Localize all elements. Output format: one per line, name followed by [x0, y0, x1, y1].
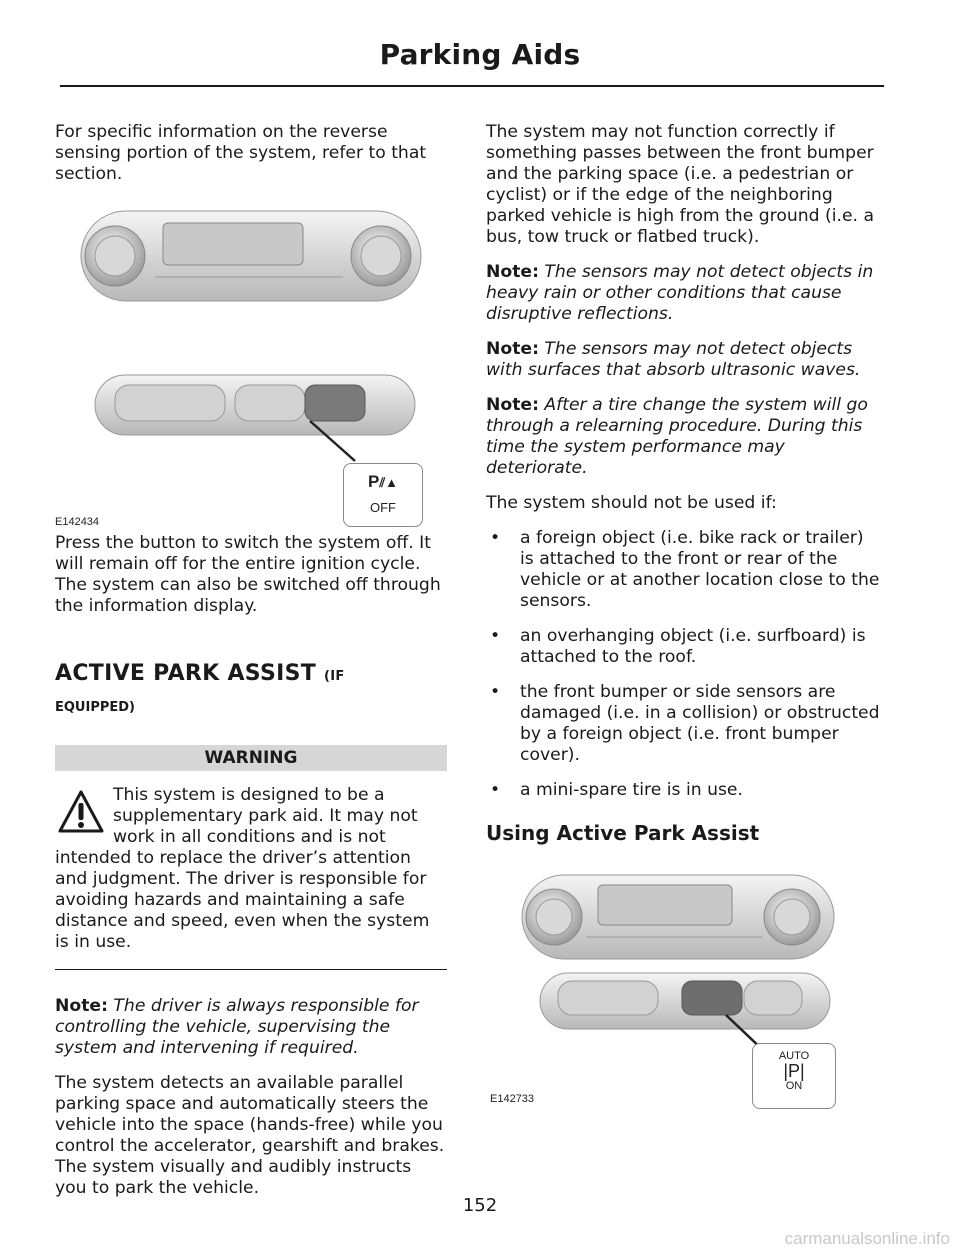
list-item: • an overhanging object (i.e. surfboard) is attached to the roof.	[486, 626, 882, 668]
list-item: • a mini-spare tire is in use.	[486, 780, 882, 801]
function-paragraph: The system may not function correctly if something passes between the front bumper and the parking space (i.e. a pedestrian or cyclist) or if the edge of the neighboring parked vehicle is high from the ground (i.e. a bus, tow truck or flatbed truck).	[486, 122, 874, 247]
conditions-list	[486, 528, 882, 801]
park-aid-symbol: P⫽▲	[367, 472, 398, 491]
note-3: Note: After a tire change the system will go through a relearning procedure. During this time the system performance may deteriorate.	[486, 395, 868, 478]
page-title: Parking Aids	[379, 38, 581, 71]
section-heading-continued: EQUIPPED)	[55, 700, 135, 715]
note-2: Note: The sensors may not detect objects with surfaces that absorb ultrasonic waves.	[486, 339, 861, 380]
figure-e142434	[55, 199, 447, 528]
warning-text: This system is designed to be a supplementary park aid. It may not work in all conditions and is not intended to replace the driver’s attention and judgment. The driver is responsible for avoiding hazards and maintaining a safe distance and speed, even when the system is in use.	[55, 785, 430, 952]
list-item: • a foreign object (i.e. bike rack or trailer) is attached to the front or rear of the vehicle or at another location close to the sensors.	[486, 528, 882, 612]
detect-paragraph: The system detects an available parallel parking space and automatically steers the vehicle into the space (hands-free) while you control the accelerator, gearshift and brakes. The system visually and audibly instructs you to park the vehicle.	[55, 1073, 445, 1198]
park-symbol: |P|	[783, 1061, 805, 1081]
warning-title: WARNING	[55, 745, 447, 771]
section-heading: ACTIVE PARK ASSIST (IF	[55, 661, 345, 686]
figure-e142733	[486, 857, 882, 1117]
warning-end-rule	[55, 969, 447, 970]
should-not-intro: The system should not be used if:	[486, 493, 777, 513]
right-column	[486, 122, 882, 1117]
note-1: Note: The sensors may not detect objects in heavy rain or other conditions that cause disruptive reflections.	[486, 262, 874, 324]
list-item: • the front bumper or side sensors are damaged (i.e. in a collision) or obstructed by a foreign object (i.e. front bumper cover).	[486, 682, 882, 766]
left-column	[55, 122, 447, 1213]
press-button-paragraph: Press the button to switch the system off. It will remain off for the entire ignition cycle. The system can also be switched off through the information display.	[55, 533, 441, 616]
using-heading: Using Active Park Assist	[486, 821, 760, 845]
off-button-callout	[343, 463, 423, 527]
page-number: 152	[462, 1195, 498, 1216]
climate-panel-illustration	[55, 199, 447, 469]
auto-park-button-callout	[752, 1043, 836, 1109]
warning-triangle-icon	[57, 789, 105, 835]
note-paragraph: Note: The driver is always responsible for controlling the vehicle, supervising the system and intervening if required.	[55, 996, 419, 1058]
warning-box	[55, 785, 447, 953]
off-label: OFF	[370, 500, 396, 515]
watermark: carmanualsonline.info	[784, 1229, 950, 1248]
on-label: ON	[785, 1080, 803, 1092]
figure-code: E142733	[490, 1093, 535, 1105]
header-divider	[60, 85, 884, 87]
auto-label: AUTO	[778, 1050, 810, 1062]
intro-paragraph: For specific information on the reverse sensing portion of the system, refer to that section.	[55, 122, 427, 184]
figure-code: E142434	[55, 516, 100, 528]
